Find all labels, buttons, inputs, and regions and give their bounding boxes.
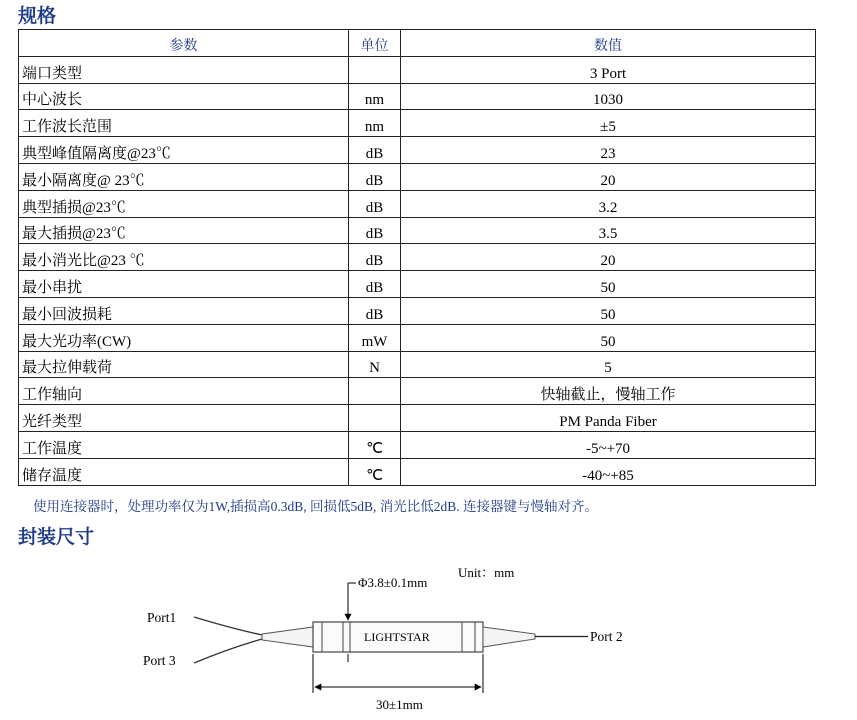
param-cell: 最大光功率(CW) xyxy=(19,324,349,351)
table-row xyxy=(19,271,816,298)
spec-heading: 规格 xyxy=(18,5,57,27)
table-row xyxy=(19,83,816,110)
value-cell: ±5 xyxy=(401,110,816,137)
param-cell: 最大拉伸载荷 xyxy=(19,351,349,378)
connector-note: 使用连接器时，处理功率仅为1W,插损高0.3dB, 回损低5dB, 消光比低2dB. 连接器键与慢轴对齐。 xyxy=(33,499,599,514)
param-cell: 储存温度 xyxy=(19,458,349,485)
table-row xyxy=(19,297,816,324)
value-cell: 3.5 xyxy=(401,217,816,244)
table-row xyxy=(19,324,816,351)
param-cell: 中心波长 xyxy=(19,83,349,110)
value-cell: 50 xyxy=(401,271,816,298)
table-row xyxy=(19,378,816,405)
header-unit: 单位 xyxy=(349,30,401,57)
port1-label: Port1 xyxy=(147,610,177,625)
table-row xyxy=(19,110,816,137)
value-cell: 快轴截止，慢轴工作 xyxy=(401,378,816,405)
unit-cell xyxy=(349,56,401,83)
diameter-label: Φ3.8±0.1mm xyxy=(358,575,428,590)
table-row xyxy=(19,217,816,244)
param-cell: 最小消光比@23 ℃ xyxy=(19,244,349,271)
param-cell: 最大插损@23℃ xyxy=(19,217,349,244)
param-cell: 工作波长范围 xyxy=(19,110,349,137)
right-boot xyxy=(483,627,535,647)
spec-table xyxy=(18,29,816,486)
param-cell: 最小回波损耗 xyxy=(19,297,349,324)
port1-fiber xyxy=(194,617,262,635)
length-label: 30±1mm xyxy=(376,697,423,712)
unit-cell: mW xyxy=(349,324,401,351)
package-drawing xyxy=(0,550,857,720)
table-row xyxy=(19,244,816,271)
value-cell: 20 xyxy=(401,244,816,271)
param-cell: 最小串扰 xyxy=(19,271,349,298)
param-cell: 典型插损@23℃ xyxy=(19,190,349,217)
param-cell: 工作轴向 xyxy=(19,378,349,405)
unit-cell: dB xyxy=(349,190,401,217)
value-cell: 3.2 xyxy=(401,190,816,217)
unit-cell: ℃ xyxy=(349,458,401,485)
unit-cell: dB xyxy=(349,271,401,298)
param-cell: 最小隔离度@ 23℃ xyxy=(19,163,349,190)
header-param: 参数 xyxy=(19,30,349,57)
body-label: LIGHTSTAR xyxy=(364,630,430,644)
package-heading: 封装尺寸 xyxy=(18,526,95,548)
param-cell: 光纤类型 xyxy=(19,405,349,432)
table-header-row xyxy=(19,30,816,57)
unit-cell: ℃ xyxy=(349,431,401,458)
value-cell: -40~+85 xyxy=(401,458,816,485)
param-cell: 工作温度 xyxy=(19,431,349,458)
unit-cell xyxy=(349,378,401,405)
value-cell: 50 xyxy=(401,324,816,351)
value-cell: 3 Port xyxy=(401,56,816,83)
table-row xyxy=(19,163,816,190)
value-cell: -5~+70 xyxy=(401,431,816,458)
header-value: 数值 xyxy=(401,30,816,57)
unit-label: Unit：mm xyxy=(458,565,515,580)
table-row xyxy=(19,351,816,378)
value-cell: 20 xyxy=(401,163,816,190)
table-row xyxy=(19,56,816,83)
unit-cell: N xyxy=(349,351,401,378)
unit-cell: dB xyxy=(349,217,401,244)
unit-cell: dB xyxy=(349,244,401,271)
value-cell: PM Panda Fiber xyxy=(401,405,816,432)
unit-cell: dB xyxy=(349,137,401,164)
port3-label: Port 3 xyxy=(143,653,176,668)
value-cell: 5 xyxy=(401,351,816,378)
unit-cell: nm xyxy=(349,83,401,110)
spec-table-body xyxy=(19,56,816,485)
value-cell: 1030 xyxy=(401,83,816,110)
port3-fiber xyxy=(194,639,262,663)
unit-cell: dB xyxy=(349,297,401,324)
table-row xyxy=(19,137,816,164)
value-cell: 23 xyxy=(401,137,816,164)
param-cell: 端口类型 xyxy=(19,56,349,83)
unit-cell: nm xyxy=(349,110,401,137)
port2-label: Port 2 xyxy=(590,629,623,644)
table-row xyxy=(19,431,816,458)
table-row xyxy=(19,190,816,217)
unit-cell xyxy=(349,405,401,432)
table-row xyxy=(19,405,816,432)
table-row xyxy=(19,458,816,485)
left-boot xyxy=(262,627,313,647)
param-cell: 典型峰值隔离度@23℃ xyxy=(19,137,349,164)
value-cell: 50 xyxy=(401,297,816,324)
unit-cell: dB xyxy=(349,163,401,190)
